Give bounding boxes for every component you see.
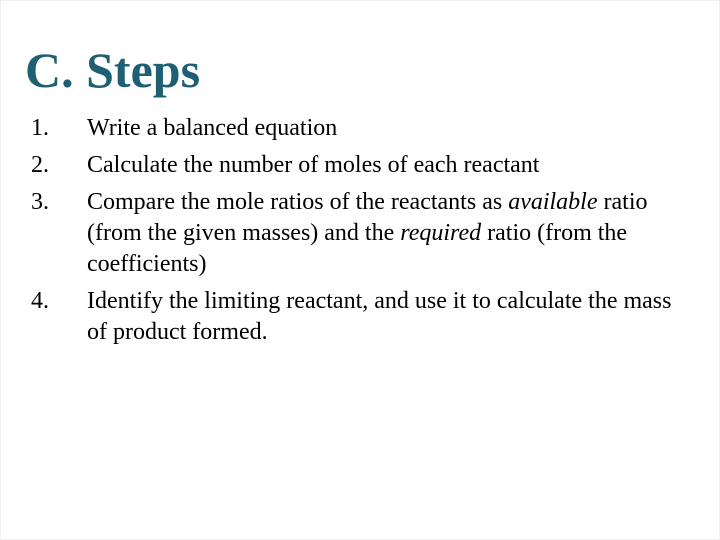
steps-list (31, 113, 691, 354)
step-text: Calculate the number of moles of each reactant (87, 152, 540, 178)
step-text-part: Compare the mole ratios of the reactants as (87, 189, 509, 215)
list-item (31, 150, 691, 181)
step-number: 4. (31, 288, 49, 314)
emphasis-required: required (400, 220, 482, 246)
list-item (31, 187, 691, 280)
step-number: 2. (31, 152, 49, 178)
step-text: Write a balanced equation (87, 115, 338, 141)
step-text-part: ratio (from the coefficients) (87, 220, 628, 277)
step-text-part: ratio (from the given masses) and the (87, 189, 648, 246)
list-item (31, 286, 691, 348)
step-number: 1. (31, 115, 49, 141)
step-text: Identify the limiting reactant, and use it to calculate the mass of product formed. (87, 288, 672, 345)
list-item (31, 113, 691, 144)
emphasis-available: available (508, 189, 598, 215)
page-title: C. Steps (25, 42, 201, 98)
step-number: 3. (31, 189, 49, 215)
step-text (87, 189, 647, 277)
